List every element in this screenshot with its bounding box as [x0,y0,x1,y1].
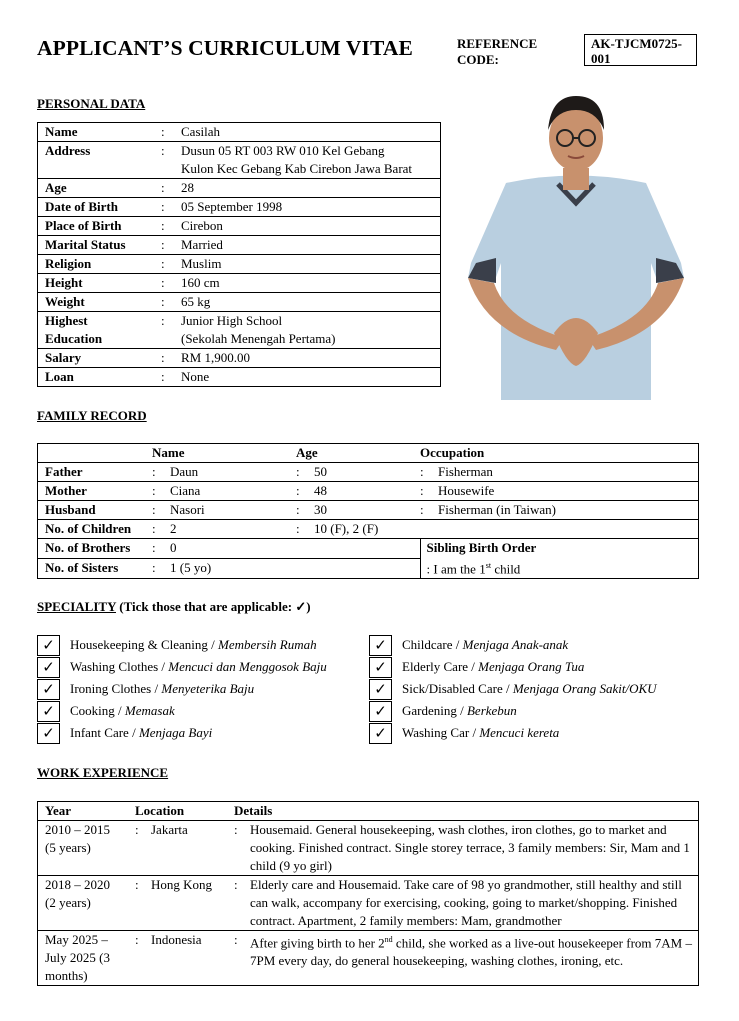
table-row: Height : 160 cm [38,274,441,293]
speciality-item: ✓ Washing Car / Mencuci kereta [369,722,657,744]
table-row: Address : Dusun 05 RT 003 RW 010 Kel Gebang Kulon Kec Gebang Kab Cirebon Jawa Barat [38,142,441,179]
speciality-item: ✓ Washing Clothes / Mencuci dan Menggosok Baju [37,656,327,678]
table-row: 2018 – 2020 (2 years) : Hong Kong : Elderly care and Housemaid. Take care of 98 yo grandmother, still healthy and still can walk, accompany for exercising, cooking, going to market/shopping. Finished contract. Apartment, 2 family members: Mam, grandmother [38,876,699,931]
speciality-heading: SPECIALITY (Tick those that are applicable: ✓) [37,599,311,614]
family-record-heading: FAMILY RECORD [37,408,147,423]
checkbox[interactable]: ✓ [37,701,60,722]
personal-data-table [37,122,441,387]
family-record-table [37,443,699,579]
speciality-item: ✓ Elderly Care / Menjaga Orang Tua [369,656,657,678]
speciality-item: ✓ Infant Care / Menjaga Bayi [37,722,327,744]
table-row: Name : Casilah [38,123,441,142]
checkbox[interactable]: ✓ [37,657,60,678]
reference-code-label: REFERENCE CODE: [457,36,538,67]
speciality-left-column [37,634,327,744]
table-row: Marital Status : Married [38,236,441,255]
table-row: No. of Sisters : 1 (5 yo) [38,559,699,579]
speciality-right-column [369,634,657,744]
table-row: Mother : Ciana : 48 : Housewife [38,482,699,501]
checkbox[interactable]: ✓ [37,679,60,700]
speciality-item: ✓ Gardening / Berkebun [369,700,657,722]
checkbox[interactable]: ✓ [369,635,392,656]
personal-data-heading: PERSONAL DATA [37,96,146,111]
speciality-item: ✓ Sick/Disabled Care / Menjaga Orang Sakit/OKU [369,678,657,700]
table-row: Father : Daun : 50 : Fisherman [38,463,699,482]
page-title: APPLICANT’S CURRICULUM VITAE [37,36,413,60]
reference-code-box: AK-TJCM0725- 001 [584,34,697,66]
table-row: Loan : None [38,368,441,387]
table-row: Religion : Muslim [38,255,441,274]
table-row: May 2025 – July 2025 (3 months) : Indonesia : After giving birth to her 2nd child, she worked as a live-out housekeeper from 7AM – 7PM every day, do general housekeeping, washing clothes, ironing, etc. [38,931,699,986]
table-row: 2010 – 2015 (5 years) : Jakarta : Housemaid. General housekeeping, wash clothes, iron clothes, go to market and cooking. Finished contract. Single storey terrace, 3 family members: Sir, Mam and 1 child (9 yo girl) [38,821,699,876]
table-header-row: Name Age Occupation [152,445,485,460]
work-experience-heading: WORK EXPERIENCE [37,765,169,780]
checkbox[interactable]: ✓ [369,701,392,722]
checkbox[interactable]: ✓ [369,679,392,700]
applicant-photo [446,88,706,400]
checkbox[interactable]: ✓ [369,723,392,744]
speciality-item: ✓ Childcare / Menjaga Anak-anak [369,634,657,656]
table-row: No. of Children : 2 : 10 (F), 2 (F) [38,520,699,539]
table-row: Husband : Nasori : 30 : Fisherman (in Taiwan) [38,501,699,520]
table-row: Highest Education : Junior High School (Sekolah Menengah Pertama) [38,312,441,349]
table-row: No. of Brothers : 0 Sibling Birth Order : I am the 1st child [38,539,699,559]
checkbox[interactable]: ✓ [369,657,392,678]
table-row: Age : 28 [38,179,441,198]
table-row: Date of Birth : 05 September 1998 [38,198,441,217]
speciality-item: ✓ Housekeeping & Cleaning / Membersih Rumah [37,634,327,656]
table-row: Salary : RM 1,900.00 [38,349,441,368]
table-row: Weight : 65 kg [38,293,441,312]
speciality-item: ✓ Cooking / Memasak [37,700,327,722]
checkbox[interactable]: ✓ [37,635,60,656]
checkbox[interactable]: ✓ [37,723,60,744]
sibling-order-cell: Sibling Birth Order : I am the 1st child [420,539,699,579]
speciality-item: ✓ Ironing Clothes / Menyeterika Baju [37,678,327,700]
table-header-row: Year Location Details [45,803,273,818]
table-row: Place of Birth : Cirebon [38,217,441,236]
work-experience-table [37,801,699,986]
